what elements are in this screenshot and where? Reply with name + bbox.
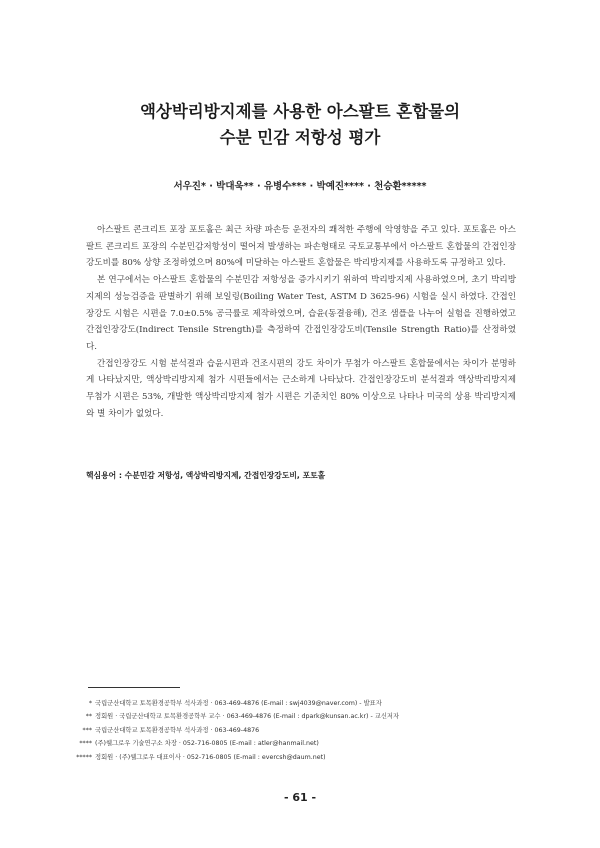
footnote-text: 정회원 · (주)웰그로우 대표이사 · 052-716-0805 (E-mail : evercsh@daum.net) bbox=[95, 753, 326, 761]
footnote-divider bbox=[88, 687, 180, 688]
footnotes bbox=[60, 697, 540, 764]
author-list: 서우진* · 박대욱** · 유병수*** · 박예진**** · 천승환***** bbox=[173, 181, 427, 192]
footnote bbox=[60, 697, 540, 710]
paper-title-line-2: 수분 민감 저항성 평가 bbox=[219, 128, 381, 147]
footnote bbox=[60, 724, 540, 737]
footnote-mark: ***** bbox=[76, 753, 92, 761]
footnote-text: (주)웰그로우 기술연구소 차장 · 052-716-0805 (E-mail : atler@hanmail.net) bbox=[95, 740, 319, 748]
footnote-mark: **** bbox=[79, 740, 92, 748]
abstract-paragraph-3: 간접인장강도 시험 분석결과 습윤시편과 건조시편의 강도 차이가 무첨가 아스팔트 혼합물에서는 차이가 분명하게 나타났지만, 액상박리방지제 첨가 시편들에서는 근소하게 나타났다. 간접인장강도비 분석결과 액상박리방지제 무첨가 시편은 53%, 개발한 액상박리방지제 첨가 시편은 기준치인 80% 이상으로 나타나 미국의 상용 박리방지제와 별 차이가 없었다. bbox=[86, 358, 516, 419]
footnote-mark: *** bbox=[82, 726, 92, 734]
footnote-mark: ** bbox=[85, 713, 92, 721]
footnote bbox=[60, 737, 540, 750]
footnote-text: 국립군산대학교 토목환경공학부 석사과정 · 063-469-4876 bbox=[95, 726, 260, 734]
page-number: - 61 - bbox=[283, 791, 317, 804]
footnote-text: 정회원 · 국립군산대학교 토목환경공학부 교수 · 063-469-4876 (E-mail : dpark@kunsan.ac.kr) - 교신저자 bbox=[95, 713, 400, 721]
footnote-text: 국립군산대학교 토목환경공학부 석사과정 · 063-469-4876 (E-mail : swj4039@naver.com) - 발표자 bbox=[95, 700, 382, 707]
paper-title-line-1: 액상박리방지제를 사용한 아스팔트 혼합물의 bbox=[139, 102, 461, 121]
footnote-mark: * bbox=[88, 700, 92, 707]
footnote bbox=[60, 751, 540, 764]
keywords: 핵심용어 : 수분민감 저항성, 액상박리방지제, 간접인장강도비, 포토홀 bbox=[86, 471, 326, 480]
footnote bbox=[60, 710, 540, 723]
abstract-paragraph-2: 본 연구에서는 아스팔트 혼합물의 수분민감 저항성을 증가시키기 위하여 박리방지제 사용하였으며, 초기 박리방지제의 성능검증을 판별하기 위해 보일링(Boiling Water Test, ASTM D 3625-96) 시험을 실시 하였다. 간접인장강도 시험은 시편을 7.0±0.5% 공극률로 제작하였으며, 습윤(동결융해), 건조 샘플을 나누어 실험을 진행하였고 간접인장강도(Indirect Tensile Strength)를 측정하여 간접인장강도비(Tensile Strength Ratio)를 산정하였다. bbox=[86, 275, 516, 352]
abstract bbox=[86, 222, 516, 422]
abstract-paragraph-1: 아스팔트 콘크리트 포장 포토홀은 최근 차량 파손등 운전자의 쾌적한 주행에 악영향을 주고 있다. 포토홀은 아스팔트 콘크리트 포장의 수분민감저항성이 떨어져 발생하는 파손형태로 국토교통부에서 아스팔트 혼합물의 간접인장강도비를 80% 상향 조정하였으며 80%에 미달하는 아스팔트 혼합물은 박리방지제를 사용하도록 규정하고 있다. bbox=[86, 225, 516, 269]
